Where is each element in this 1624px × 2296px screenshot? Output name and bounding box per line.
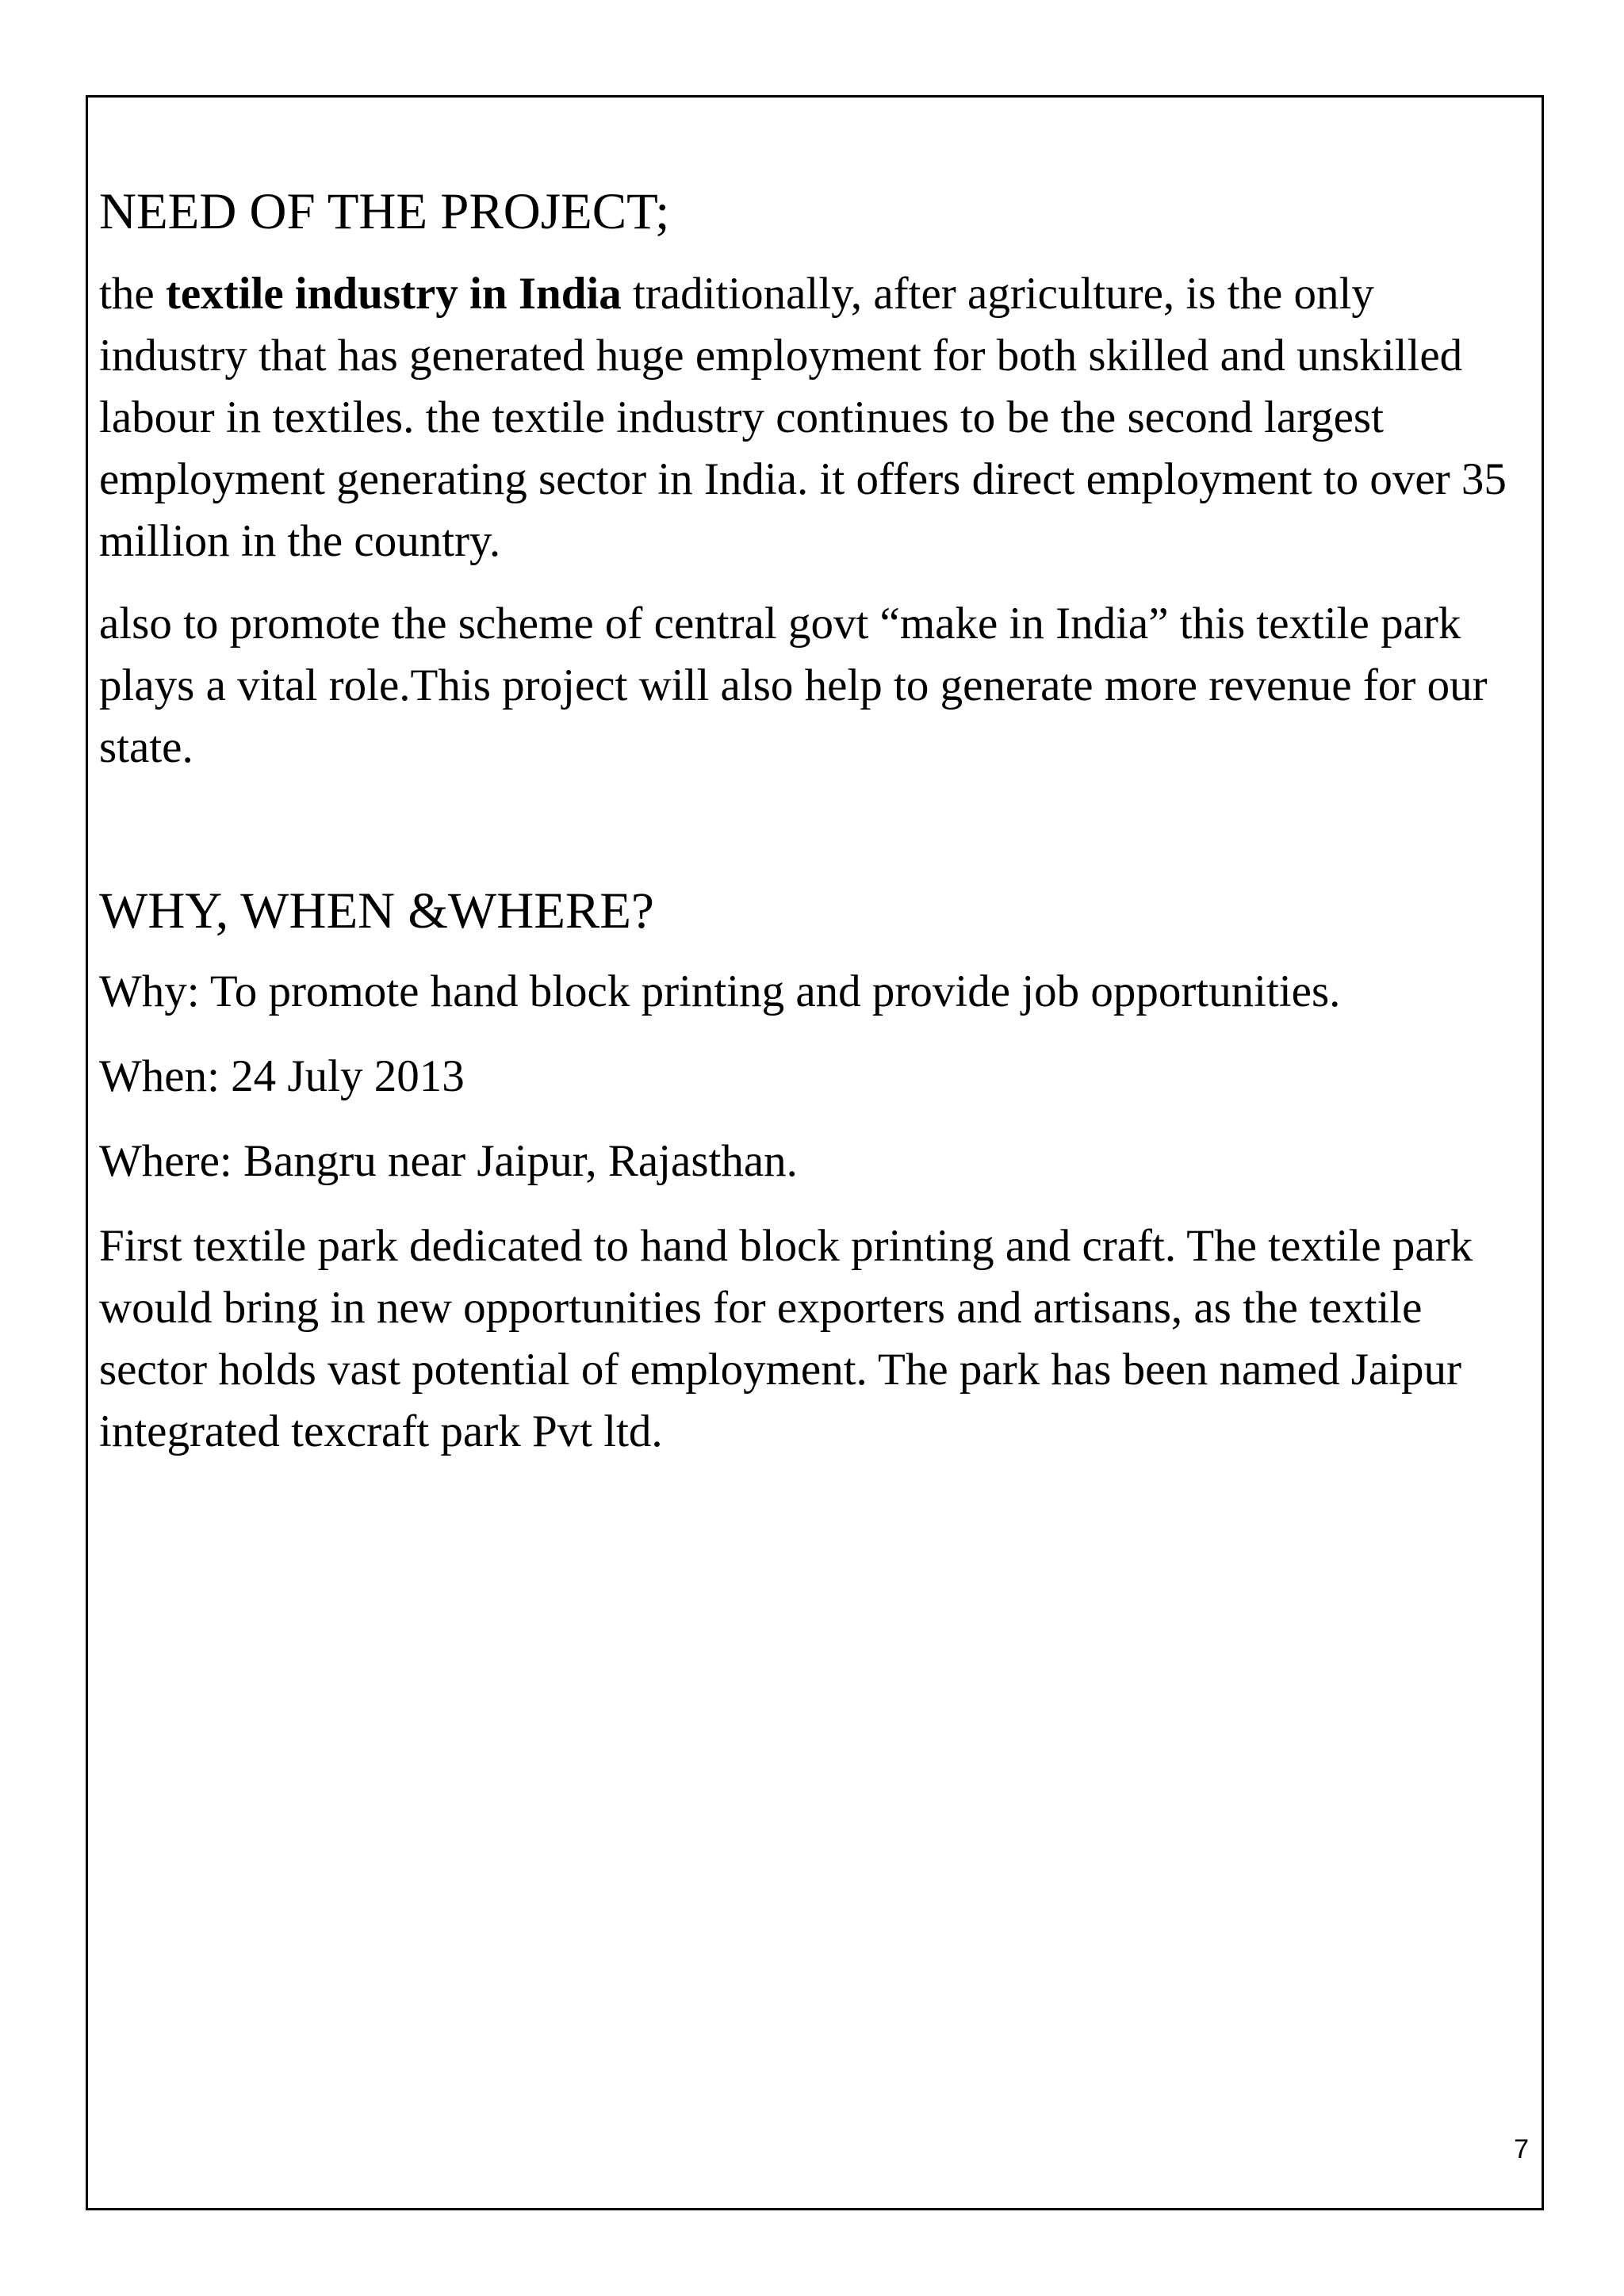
line-when: When: 24 July 2013 [99, 1051, 465, 1101]
line-where: Where: Bangru near Jaipur, Rajasthan. [99, 1136, 798, 1186]
bold-phrase: textile industry in India [165, 269, 622, 319]
section-heading-need: NEED OF THE PROJECT; [99, 183, 670, 240]
line-why: Why: To promote hand block printing and provide job opportunities. [99, 966, 1341, 1016]
paragraph-park-description: First textile park dedicated to hand block printing and craft. The textile park would bring in new opportunities for exporters and artisans, as the textile sector holds vast potential of employment. The park has been named Jaipur integrated texcraft park Pvt ltd. [99, 1221, 1473, 1456]
paragraph-need-employment [99, 263, 1519, 572]
paragraph-make-in-india: also to promote the scheme of central govt “make in India” this textile park plays a vital role.This project will also help to generate more revenue for our state. [99, 599, 1488, 772]
page-number: 7 [1514, 2134, 1529, 2164]
paragraph-prefix: the [99, 269, 166, 319]
paragraph-rest: traditionally, after agriculture, is the only industry that has generated huge employment for both skilled and unskilled labour in textiles. the textile industry continues to be the second largest employment generating sector in India. it offers direct employment to over 35 million in the country. [99, 269, 1507, 566]
document-body [99, 181, 1519, 1463]
section-heading-why: WHY, WHEN &WHERE? [99, 882, 654, 939]
